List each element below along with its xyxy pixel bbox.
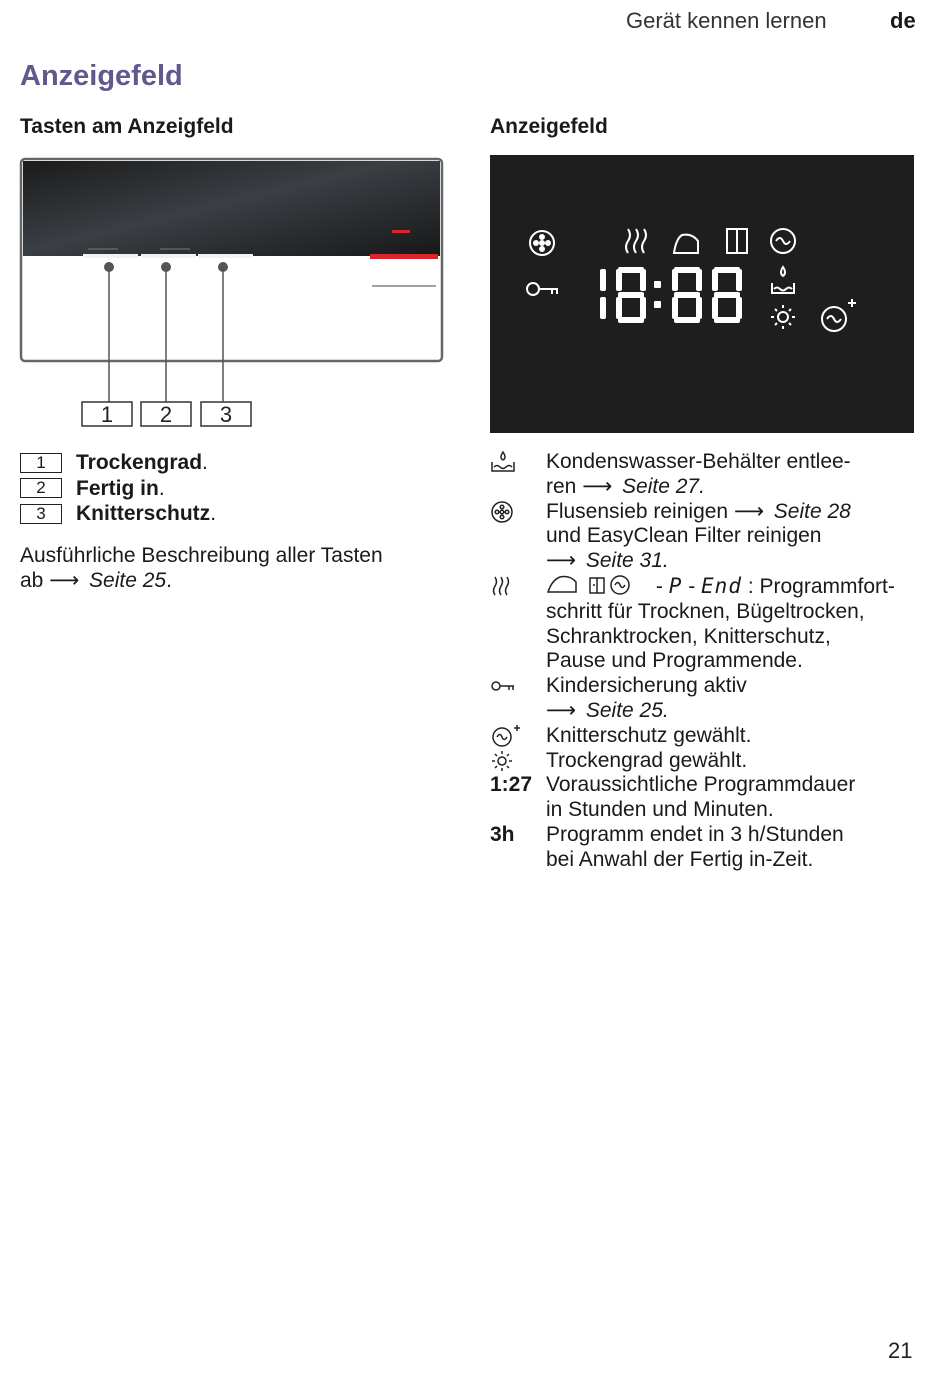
key-number: 2 [20,478,62,498]
legend-text: Voraussichtliche Programmdauer [546,773,856,797]
legend-text: ren [546,474,577,498]
callout-1: 1 [100,402,114,427]
page-reference-link[interactable]: Seite 25 [585,698,663,722]
legend-item [490,500,930,574]
legend-text: in Stunden und Minuten. [546,798,774,822]
child-lock-key-icon [527,283,558,295]
page-reference-link[interactable]: Seite 27 [622,474,700,498]
control-panel-figure [18,150,448,440]
legend-tail: . [699,474,705,498]
legend-text: Knitterschutz gewählt. [546,723,752,747]
display-code-end: End [701,573,742,598]
legend-item [490,773,930,823]
page-number: 21 [888,1338,913,1363]
key-label: Knitterschutz [76,502,211,525]
legend-text: Schranktrocken, Knitterschutz, [546,624,831,648]
left-subtitle: Tasten am Anzeigfeld [20,115,234,138]
legend-text: : Programmfort- [747,574,895,598]
description-line: Ausführliche Beschreibung aller Tasten [20,544,383,567]
callout-2: 2 [159,402,173,427]
key-legend-list [20,450,460,527]
right-subtitle: Anzeigefeld [490,115,608,138]
icon-legend-list [490,450,930,873]
key-item [20,476,460,502]
legend-text: Kindersicherung aktiv [546,674,747,698]
legend-item [490,450,930,500]
keys-description [20,543,450,593]
key-tail: . [158,476,165,500]
legend-tail: . [662,549,669,573]
legend-separator: - [655,574,663,598]
anti-crease-plus-icon [822,299,856,331]
page-title: Anzeigefeld [20,60,183,92]
key-item [20,450,460,476]
legend-text: schritt für Trocknen, Bügeltrocken, [546,599,865,623]
key-tail: . [202,451,208,474]
display-code-p: P [668,573,683,598]
legend-text: und EasyClean Filter reinigen [546,524,822,548]
legend-separator: - [688,574,696,598]
arrow-icon: ⟶ [733,499,765,523]
legend-item [490,724,930,749]
legend-text: Programm endet in 3 h/Stunden [546,822,844,846]
description-prefix: ab [20,569,44,592]
legend-tail: . [662,698,669,722]
legend-label: 3h [490,822,515,846]
arrow-icon: ⟶ [582,474,613,498]
legend-text: Pause und Programmende. [546,649,803,673]
lint-filter-icon [490,500,546,524]
anti-crease-icon [771,229,795,253]
drying-steam-icon [626,229,646,253]
dryness-sun-icon [771,305,795,329]
water-container-icon [772,267,794,293]
key-item [20,501,460,527]
legend-text: bei Anwahl der Fertig in-Zeit. [546,847,814,871]
anti-crease-plus-icon [490,724,546,748]
lint-filter-icon [530,231,554,255]
description-tail: . [166,569,172,592]
key-number: 3 [20,504,62,524]
display-panel-figure [490,155,914,433]
legend-item [490,749,930,774]
key-number: 1 [20,453,62,473]
arrow-icon: ⟶ [546,549,577,573]
legend-text: Trockengrad gewählt. [546,748,748,772]
program-status-icons [546,574,650,596]
legend-text: Kondenswasser-Behälter entlee- [546,450,851,473]
legend-item [490,574,930,674]
legend-item [490,674,930,724]
wardrobe-icon [727,229,747,253]
legend-text: Flusensieb reinigen [546,499,729,523]
drying-steam-icon [490,574,546,598]
water-container-icon [490,450,546,474]
page-reference-link[interactable]: Seite 31 [585,549,663,573]
arrow-icon: ⟶ [546,698,577,722]
page-reference-link[interactable]: Seite 25 [89,569,167,592]
key-label: Trockengrad [76,451,203,474]
key-label: Fertig in [76,476,159,500]
dryness-sun-icon [490,749,546,773]
legend-label: 1:27 [490,773,533,797]
iron-icon [674,235,698,253]
header-section-title: Gerät kennen lernen [626,8,827,33]
display-digits [600,267,742,323]
arrow-icon: ⟶ [49,569,80,592]
callout-3: 3 [219,402,233,427]
child-lock-key-icon [490,674,546,698]
legend-item [490,823,930,873]
key-tail: . [210,502,217,525]
page-reference-link[interactable]: Seite 28 [773,499,851,523]
header-language: de [890,8,916,33]
